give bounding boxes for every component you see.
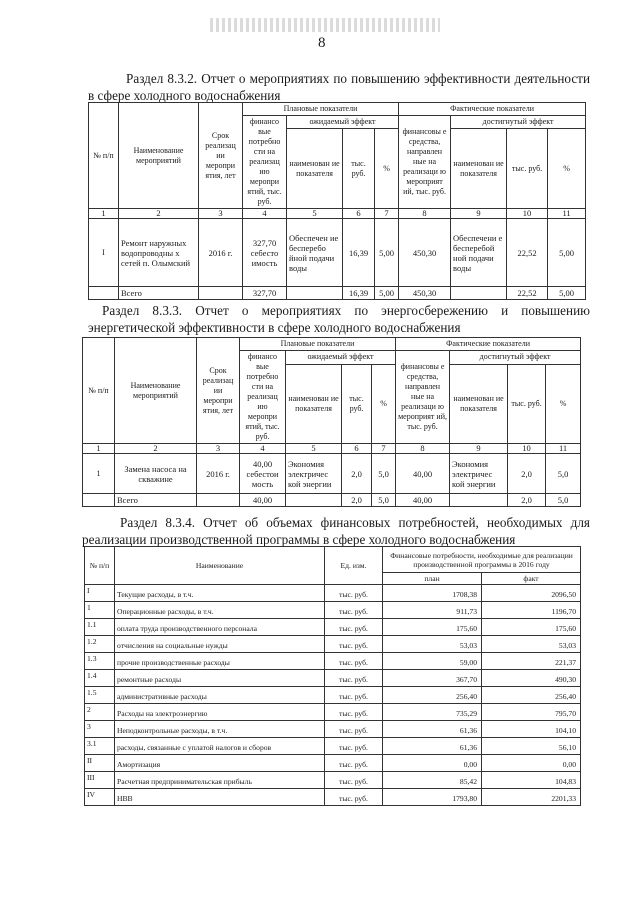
table-row	[85, 619, 581, 636]
row-unit: тыс. руб.	[325, 602, 383, 619]
table-8-3-3	[82, 337, 581, 507]
col-number: 3	[199, 209, 243, 219]
table-row	[85, 755, 581, 772]
header-smudge	[210, 18, 440, 32]
row-name: Неподконтрольные расходы, в т.ч.	[115, 721, 325, 738]
table-row	[85, 721, 581, 738]
col-planned-group: Плановые показатели	[243, 103, 399, 116]
col-indicator-name-actual: наименован ие показателя	[451, 129, 507, 209]
row-no: 1	[83, 454, 115, 494]
row-plan: 1793,80	[383, 789, 482, 806]
total-pct: 5,00	[375, 287, 399, 300]
row-fact: 104,83	[482, 772, 581, 789]
col-actual-finance: финансовы е средства, направлен ные на реализаци ю мероприят ий, тыс. руб.	[396, 351, 450, 444]
col-actual-group: Фактические показатели	[399, 103, 586, 116]
col-number: 8	[396, 444, 450, 454]
row-unit: тыс. руб.	[325, 721, 383, 738]
col-number: 7	[372, 444, 396, 454]
row-name: оплата труда производственного персонала	[115, 619, 325, 636]
row-no: III	[85, 772, 115, 789]
col-thousand-rub-actual: тыс. руб.	[507, 129, 548, 209]
col-number: 10	[507, 209, 548, 219]
table-row	[85, 585, 581, 602]
row-pct: 5,00	[375, 219, 399, 287]
col-unit: Ед. изм.	[325, 547, 383, 585]
col-no: № п/п	[85, 547, 115, 585]
col-expected-effect: ожидаемый эффект	[286, 351, 396, 365]
row-rub: 16,39	[343, 219, 375, 287]
row-no: I	[85, 585, 115, 602]
col-planned-finance: финансо вые потребно сти на реализац ию меропри ятий, тыс. руб.	[240, 351, 286, 444]
row-pct: 5,0	[372, 454, 396, 494]
total-actual-pct: 5,00	[548, 287, 586, 300]
table-row	[85, 687, 581, 704]
row-fact: 1196,70	[482, 602, 581, 619]
row-indicator: Экономия электричес кой энергии	[286, 454, 342, 494]
row-name: Расходы на электроэнергию	[115, 704, 325, 721]
table-row	[89, 219, 586, 287]
table-row	[83, 454, 581, 494]
table-row	[85, 789, 581, 806]
total-actual-pct: 5,0	[546, 494, 581, 507]
total-actual-finance: 450,30	[399, 287, 451, 300]
col-number: 4	[243, 209, 287, 219]
row-unit: тыс. руб.	[325, 789, 383, 806]
row-fact: 53,03	[482, 636, 581, 653]
row-actual-finance: 450,30	[399, 219, 451, 287]
row-plan: 256,40	[383, 687, 482, 704]
row-name: Текущие расходы, в т.ч.	[115, 585, 325, 602]
total-label: Всего	[115, 494, 197, 507]
col-actual-group: Фактические показатели	[396, 338, 581, 351]
col-plan: план	[383, 573, 482, 585]
row-unit: тыс. руб.	[325, 670, 383, 687]
row-no: I	[89, 219, 119, 287]
col-number: 11	[546, 444, 581, 454]
col-planned-finance: финансо вые потребно сти на реализац ию меропри ятий, тыс. руб.	[243, 116, 287, 209]
total-actual-finance: 40,00	[396, 494, 450, 507]
row-actual-finance: 40,00	[396, 454, 450, 494]
row-unit: тыс. руб.	[325, 704, 383, 721]
row-no: 2	[85, 704, 115, 721]
col-indicator-name: наименован ие показателя	[286, 364, 342, 443]
row-term: 2016 г.	[197, 454, 240, 494]
col-term: Срок реализац ии меропри ятия, лет	[199, 103, 243, 209]
total-actual-rub: 2,0	[508, 494, 546, 507]
row-term: 2016 г.	[199, 219, 243, 287]
table-row	[85, 738, 581, 755]
col-number: 1	[83, 444, 115, 454]
col-no: № п/п	[83, 338, 115, 444]
total-rub: 16,39	[343, 287, 375, 300]
row-actual-pct: 5,00	[548, 219, 586, 287]
col-number: 4	[240, 444, 286, 454]
row-unit: тыс. руб.	[325, 772, 383, 789]
section-8-3-4-heading: Раздел 8.3.4. Отчет об объемах финансовых потребностей, необходимых для реализации производственной программы в сфере холодного водоснабжения	[82, 515, 590, 547]
col-thousand-rub-actual: тыс. руб.	[508, 364, 546, 443]
table-row	[85, 602, 581, 619]
col-percent-actual: %	[548, 129, 586, 209]
row-no: 1.4	[85, 670, 115, 687]
row-finance: 327,70 себесто имость	[243, 219, 287, 287]
row-actual-indicator: Экономия электричес кой энергии	[450, 454, 508, 494]
col-achieved-effect: достигнутый эффект	[450, 351, 581, 365]
row-no: IV	[85, 789, 115, 806]
row-no: 1.3	[85, 653, 115, 670]
row-plan: 735,29	[383, 704, 482, 721]
total-finance: 40,00	[240, 494, 286, 507]
row-plan: 911,73	[383, 602, 482, 619]
total-label: Всего	[119, 287, 199, 300]
col-indicator-name: наименован ие показателя	[287, 129, 343, 209]
col-term: Срок реализац ии меропри ятия, лет	[197, 338, 240, 444]
section-8-3-3-heading: Раздел 8.3.3. Отчет о мероприятиях по энергосбережению и повышению энергетической эффективности в сфере холодного водоснабжения	[88, 303, 590, 335]
row-actual-rub: 22,52	[507, 219, 548, 287]
col-number: 5	[286, 444, 342, 454]
row-no: 1.5	[85, 687, 115, 704]
row-name: Расчетная предпринимательская прибыль	[115, 772, 325, 789]
col-number: 11	[548, 209, 586, 219]
col-actual-finance: финансовы е средства, направлен ные на реализаци ю мероприят ий, тыс. руб.	[399, 116, 451, 209]
row-fact: 0,00	[482, 755, 581, 772]
row-fact: 2201,33	[482, 789, 581, 806]
row-plan: 61,36	[383, 721, 482, 738]
table-8-3-2	[88, 102, 586, 300]
row-name: Ремонт наружных водопроводны х сетей п. Олымский	[119, 219, 199, 287]
total-row	[83, 494, 581, 507]
col-number: 7	[375, 209, 399, 219]
row-fact: 175,60	[482, 619, 581, 636]
row-finance: 40,00 себестои мость	[240, 454, 286, 494]
row-no: 1.1	[85, 619, 115, 636]
row-fact: 795,70	[482, 704, 581, 721]
col-thousand-rub: тыс. руб.	[343, 129, 375, 209]
row-no: 3.1	[85, 738, 115, 755]
section-8-3-2-heading: Раздел 8.3.2. Отчет о мероприятиях по повышению эффективности деятельности в сфере холодного водоснабжения	[88, 71, 590, 103]
col-expected-effect: ожидаемый эффект	[287, 116, 399, 129]
col-indicator-name-actual: наименован ие показателя	[450, 364, 508, 443]
row-unit: тыс. руб.	[325, 738, 383, 755]
col-percent: %	[375, 129, 399, 209]
row-name: ремонтные расходы	[115, 670, 325, 687]
row-rub: 2,0	[342, 454, 372, 494]
col-no: № п/п	[89, 103, 119, 209]
row-indicator: Обеспечен ие бесперебо йной подачи воды	[287, 219, 343, 287]
row-fact: 2096,50	[482, 585, 581, 602]
col-number: 2	[115, 444, 197, 454]
row-unit: тыс. руб.	[325, 755, 383, 772]
col-number: 6	[342, 444, 372, 454]
row-plan: 53,03	[383, 636, 482, 653]
row-unit: тыс. руб.	[325, 636, 383, 653]
table-row	[85, 636, 581, 653]
row-plan: 0,00	[383, 755, 482, 772]
col-number: 9	[451, 209, 507, 219]
col-number: 10	[508, 444, 546, 454]
row-plan: 175,60	[383, 619, 482, 636]
total-finance: 327,70	[243, 287, 287, 300]
col-achieved-effect: достигнутый эффект	[451, 116, 586, 129]
row-actual-pct: 5,0	[546, 454, 581, 494]
table-row	[85, 772, 581, 789]
col-percent: %	[372, 364, 396, 443]
row-fact: 221,37	[482, 653, 581, 670]
row-plan: 367,70	[383, 670, 482, 687]
row-no: II	[85, 755, 115, 772]
row-name: административные расходы	[115, 687, 325, 704]
col-number: 9	[450, 444, 508, 454]
col-number: 1	[89, 209, 119, 219]
column-number-row	[89, 209, 586, 219]
row-name: отчисления на социальные нужды	[115, 636, 325, 653]
row-name: расходы, связанные с уплатой налогов и сборов	[115, 738, 325, 755]
col-thousand-rub: тыс. руб.	[342, 364, 372, 443]
row-plan: 59,00	[383, 653, 482, 670]
table-8-3-4	[84, 546, 581, 806]
row-name: Амортизация	[115, 755, 325, 772]
row-actual-rub: 2,0	[508, 454, 546, 494]
col-number: 3	[197, 444, 240, 454]
col-fact: факт	[482, 573, 581, 585]
row-name: НВВ	[115, 789, 325, 806]
col-needs: Финансовые потребности, необходимые для реализации производственной программы в 2016 году	[383, 547, 581, 573]
row-actual-indicator: Обеспечени е бесперебой ной подачи воды	[451, 219, 507, 287]
total-row	[89, 287, 586, 300]
col-name: Наименование	[115, 547, 325, 585]
row-no: 1	[85, 602, 115, 619]
table-row	[85, 670, 581, 687]
row-name: прочие производственные расходы	[115, 653, 325, 670]
col-number: 8	[399, 209, 451, 219]
row-fact: 104,10	[482, 721, 581, 738]
row-unit: тыс. руб.	[325, 585, 383, 602]
row-plan: 61,36	[383, 738, 482, 755]
row-no: 3	[85, 721, 115, 738]
row-unit: тыс. руб.	[325, 653, 383, 670]
page-number: 8	[318, 35, 326, 51]
row-fact: 256,40	[482, 687, 581, 704]
col-number: 5	[287, 209, 343, 219]
row-fact: 490,30	[482, 670, 581, 687]
table-row	[85, 653, 581, 670]
row-fact: 56,10	[482, 738, 581, 755]
col-percent-actual: %	[546, 364, 581, 443]
col-planned-group: Плановые показатели	[240, 338, 396, 351]
row-no: 1.2	[85, 636, 115, 653]
col-name: Наименование мероприятий	[119, 103, 199, 209]
column-number-row	[83, 444, 581, 454]
total-rub: 2,0	[342, 494, 372, 507]
total-pct: 5,0	[372, 494, 396, 507]
col-name: Наименование мероприятий	[115, 338, 197, 444]
col-number: 2	[119, 209, 199, 219]
col-number: 6	[343, 209, 375, 219]
total-actual-rub: 22,52	[507, 287, 548, 300]
row-name: Замена насоса на скважине	[115, 454, 197, 494]
row-unit: тыс. руб.	[325, 687, 383, 704]
row-name: Операционные расходы, в т.ч.	[115, 602, 325, 619]
row-unit: тыс. руб.	[325, 619, 383, 636]
row-plan: 85,42	[383, 772, 482, 789]
row-plan: 1708,38	[383, 585, 482, 602]
table-row	[85, 704, 581, 721]
